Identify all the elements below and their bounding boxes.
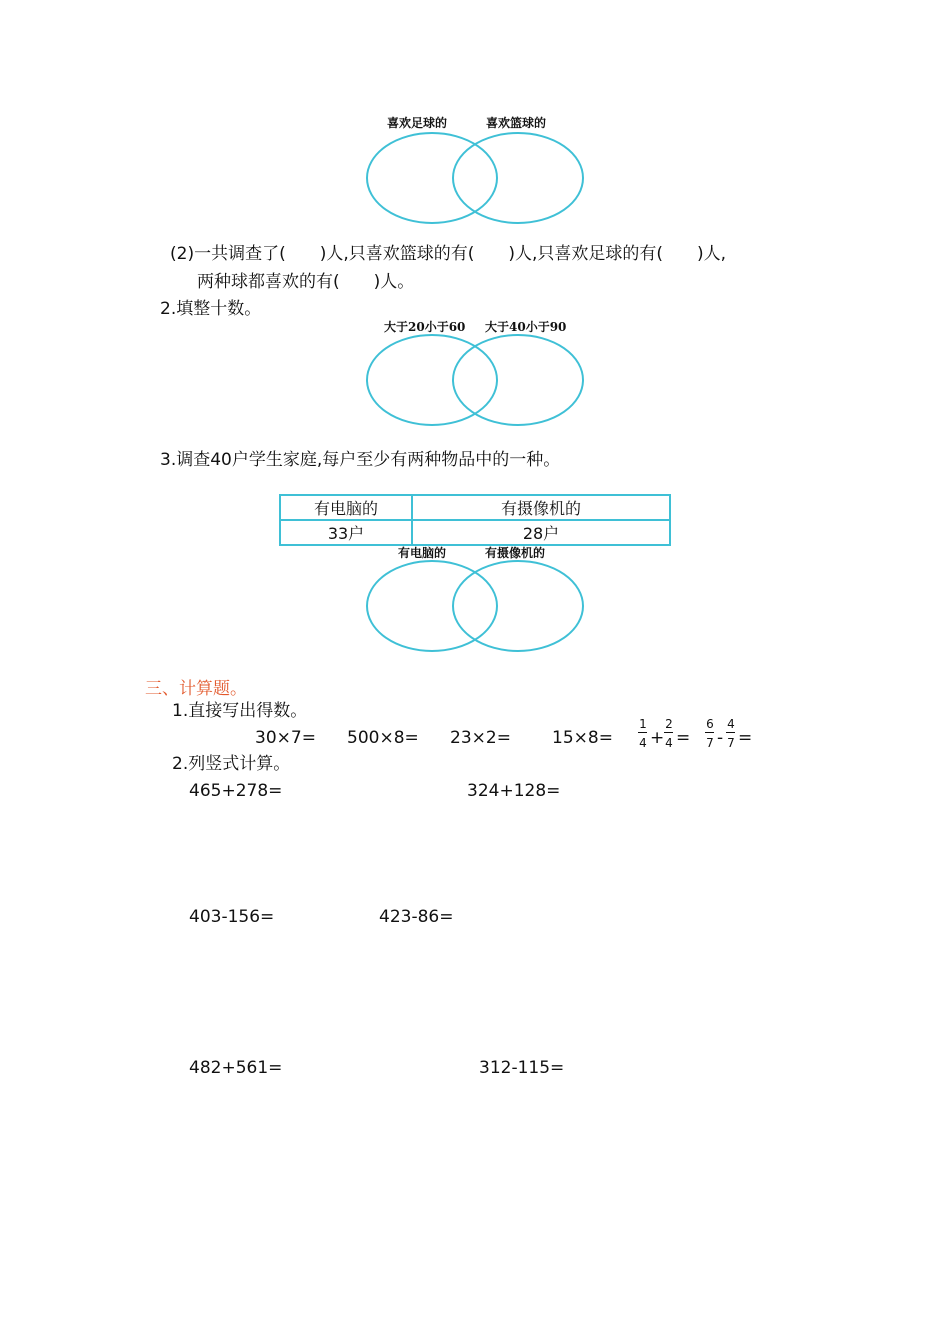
- frac2-b-numerator: 4: [727, 717, 735, 731]
- vertical-calc-4: 423-86=: [379, 907, 454, 927]
- venn3-left-label: 有电脑的: [398, 546, 447, 560]
- venn2-left-circle: [367, 335, 497, 425]
- calc1-item-2: 500×8=: [347, 728, 419, 748]
- frac2-b-denominator: 7: [727, 736, 735, 750]
- frac2-operator: -: [717, 728, 724, 748]
- venn2-right-label: 大于40小于90: [485, 320, 567, 334]
- venn1-right-label: 喜欢篮球的: [486, 116, 547, 130]
- frac1-b-numerator: 2: [665, 717, 673, 731]
- header-camera: 有摄像机的: [412, 495, 670, 520]
- vertical-calc-6: 312-115=: [479, 1058, 565, 1078]
- frac1-a-bar: [638, 732, 647, 733]
- q3-title: 3.调查40户学生家庭,每户至少有两种物品中的一种。: [160, 450, 561, 470]
- survey-table-value-row: [280, 520, 670, 545]
- venn1-left-label: 喜欢足球的: [387, 116, 448, 130]
- frac2-a-numerator: 6: [706, 717, 714, 731]
- frac1-equals: =: [676, 728, 691, 748]
- frac2-a-denominator: 7: [706, 736, 714, 750]
- calc1-item-4: 15×8=: [552, 728, 613, 748]
- calc1-item-1: 30×7=: [255, 728, 316, 748]
- venn3-right-label: 有摄像机的: [485, 546, 546, 560]
- venn1-right-circle: [453, 133, 583, 223]
- vertical-calc-5: 482+561=: [189, 1058, 283, 1078]
- header-computer: 有电脑的: [280, 495, 412, 520]
- vertical-calc-3: 403-156=: [189, 907, 275, 927]
- venn2-left-label: 大于20小于60: [384, 320, 466, 334]
- q2-title: 2.填整十数。: [160, 299, 262, 319]
- survey-table-header-row: [280, 495, 670, 520]
- section3-title: 三、计算题。: [145, 679, 247, 699]
- calc1-title: 1.直接写出得数。: [172, 701, 308, 721]
- frac1-b-bar: [664, 732, 673, 733]
- q1-part2-line1: (2)一共调查了( )人,只喜欢篮球的有( )人,只喜欢足球的有( )人,: [170, 244, 727, 264]
- venn3-left-circle: [367, 561, 497, 651]
- frac1-a-numerator: 1: [639, 717, 647, 731]
- venn2-circles: [360, 332, 590, 432]
- venn1-left-circle: [367, 133, 497, 223]
- calc1-item-3: 23×2=: [450, 728, 511, 748]
- venn3-right-circle: [453, 561, 583, 651]
- frac2-b-bar: [726, 732, 735, 733]
- calc2-title: 2.列竖式计算。: [172, 754, 291, 774]
- venn2-right-circle: [453, 335, 583, 425]
- q1-part2-line2: 两种球都喜欢的有( )人。: [197, 272, 415, 292]
- frac1-b-denominator: 4: [665, 736, 673, 750]
- frac2-equals: =: [738, 728, 753, 748]
- vertical-calc-1: 465+278=: [189, 781, 283, 801]
- frac1-a-denominator: 4: [639, 736, 647, 750]
- vertical-calc-2: 324+128=: [467, 781, 561, 801]
- venn3-circles: [360, 558, 590, 658]
- value-camera: 28户: [412, 520, 670, 545]
- frac2-a-bar: [705, 732, 714, 733]
- venn1-circles: [360, 128, 590, 230]
- value-computer: 33户: [280, 520, 412, 545]
- survey-table: [279, 494, 671, 546]
- frac1-operator: +: [650, 728, 665, 748]
